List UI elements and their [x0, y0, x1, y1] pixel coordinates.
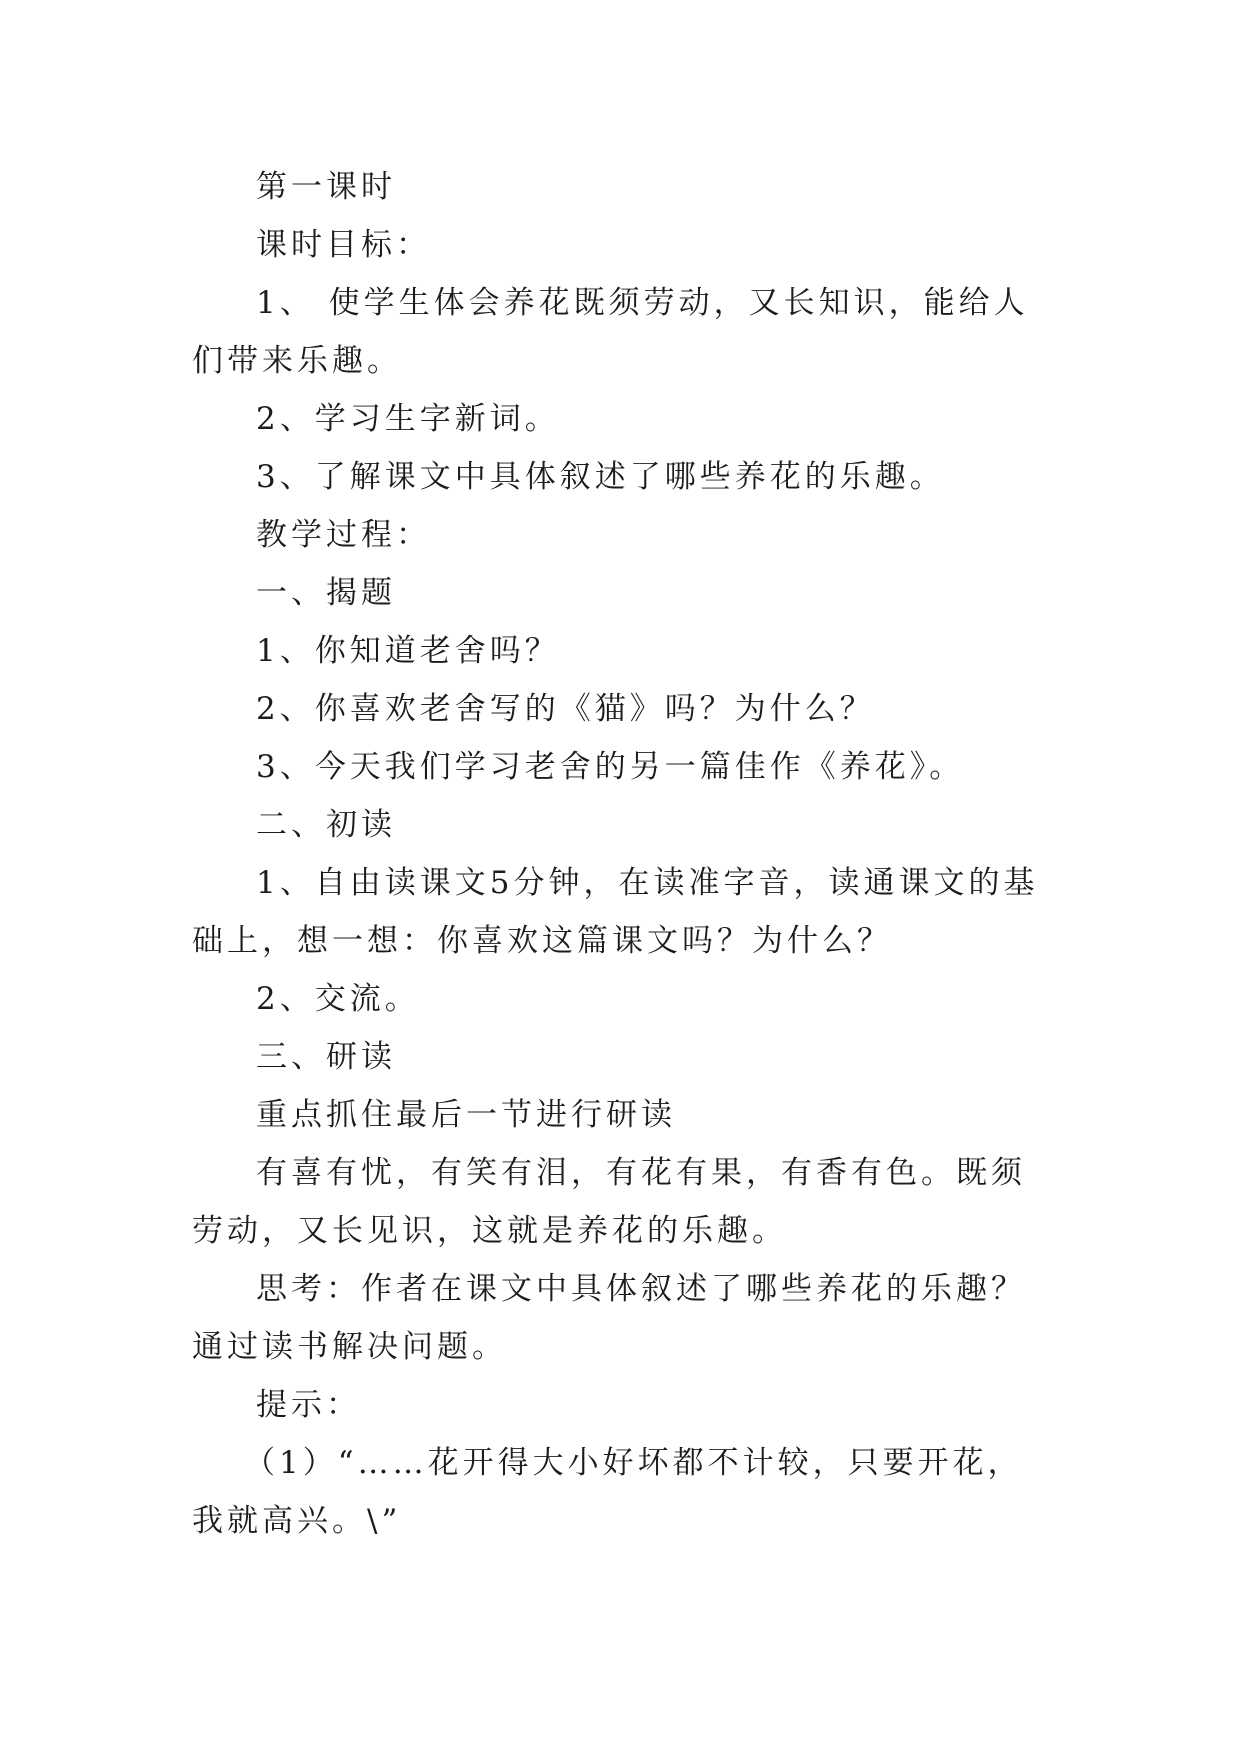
section-1-item-3: 3、今天我们学习老舍的另一篇佳作《养花》。 [256, 749, 965, 785]
section-2-item-1: 1、自由读课文5分钟，在读准字音，读通课文的基础上，想一想：你喜欢这篇课文吗？为什么？ [192, 865, 1039, 959]
objectives-heading: 课时目标： [256, 227, 431, 263]
section-heading-1: 一、揭题 [256, 575, 396, 611]
objective-item-2: 2、学习生字新词。 [256, 401, 560, 437]
objective-item-1: 1、 使学生体会养花既须劳动，又长知识，能给人们带来乐趣。 [192, 285, 1029, 379]
section-3-focus: 重点抓住最后一节进行研读 [256, 1097, 676, 1133]
hint-heading: 提示： [256, 1387, 361, 1423]
section-3-quote: 有喜有忧，有笑有泪，有花有果，有香有色。既须劳动，又长见识，这就是养花的乐趣。 [192, 1155, 1026, 1249]
section-1-item-1: 1、你知道老舍吗？ [256, 633, 560, 669]
section-heading-3: 三、研读 [256, 1039, 396, 1075]
section-1-item-2: 2、你喜欢老舍写的《猫》吗？为什么？ [256, 691, 875, 727]
objective-item-3: 3、了解课文中具体叙述了哪些养花的乐趣。 [256, 459, 945, 495]
section-3-question: 思考：作者在课文中具体叙述了哪些养花的乐趣？通过读书解决问题。 [192, 1271, 1026, 1365]
section-heading-2: 二、初读 [256, 807, 396, 843]
hint-item-1: （1）“……花开得大小好坏都不计较，只要开花，我就高兴。\” [192, 1445, 1023, 1539]
section-2-item-2: 2、交流。 [256, 981, 420, 1017]
lesson-heading: 第一课时 [256, 169, 396, 205]
process-heading: 教学过程： [256, 517, 431, 553]
document-body [192, 158, 1052, 1550]
